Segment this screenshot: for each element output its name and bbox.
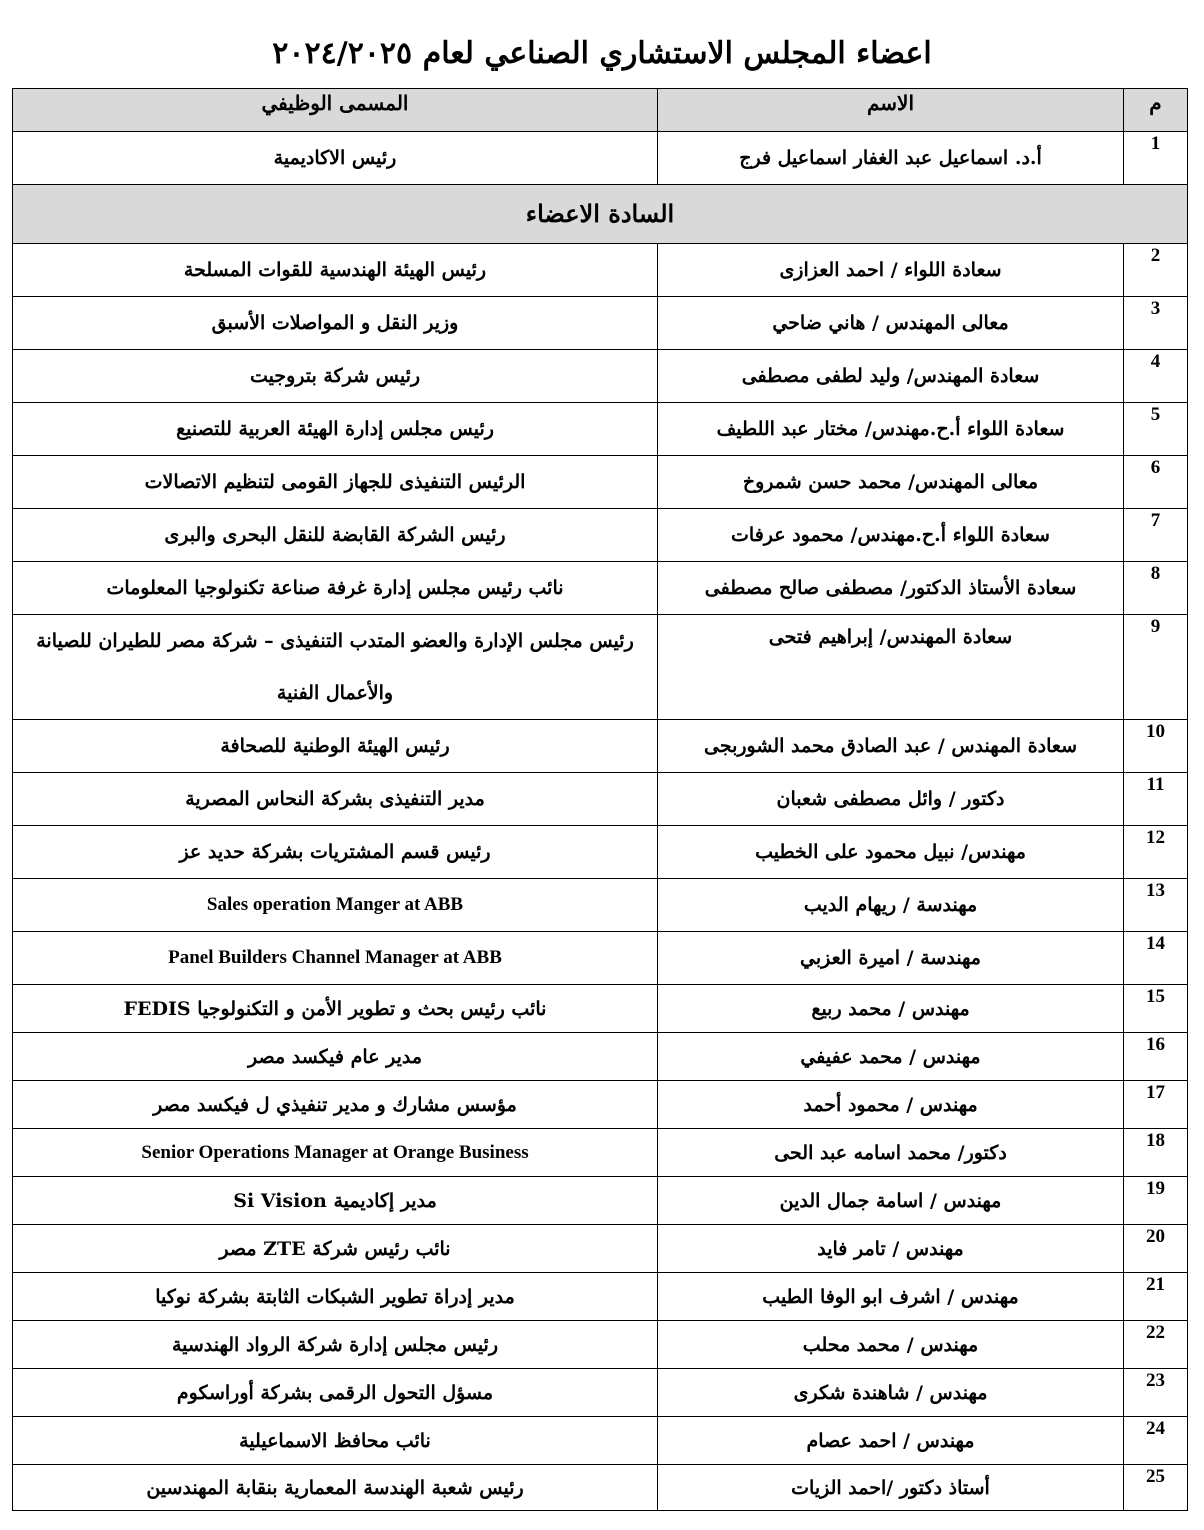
row-job: رئيس شركة بتروجيت: [13, 350, 658, 403]
row-job: مدير إدراة تطوير الشبكات الثابتة بشركة نوكيا: [13, 1273, 658, 1321]
table-row: [13, 1177, 1188, 1225]
section-title: السادة الاعضاء: [13, 185, 1188, 244]
row-num: 4: [1124, 350, 1188, 403]
row-num: 14: [1124, 932, 1188, 985]
table-row: [13, 932, 1188, 985]
row-name: مهندس / تامر فايد: [658, 1225, 1124, 1273]
row-num: 20: [1124, 1225, 1188, 1273]
row-job: رئيس الهيئة الهندسية للقوات المسلحة: [13, 244, 658, 297]
header-num: م: [1124, 89, 1188, 132]
table-row: [13, 1225, 1188, 1273]
row-name: مهندسة / اميرة العزبي: [658, 932, 1124, 985]
row-job: رئيس مجلس إدارة شركة الرواد الهندسية: [13, 1321, 658, 1369]
table-row: [13, 1417, 1188, 1465]
row-num: 13: [1124, 879, 1188, 932]
row-num: 6: [1124, 456, 1188, 509]
table-row: [13, 562, 1188, 615]
page-title: اعضاء المجلس الاستشاري الصناعي لعام ٢٠٢٤/٢٠٢٥: [272, 36, 932, 71]
table-row: [13, 1465, 1188, 1511]
row-num: 25: [1124, 1465, 1188, 1511]
table-row: [13, 826, 1188, 879]
row-num: 19: [1124, 1177, 1188, 1225]
row-name: سعادة اللواء / احمد العزازى: [658, 244, 1124, 297]
row-job: رئيس مجلس الإدارة والعضو المتدب التنفيذى – شركة مصر للطيران للصيانة والأعمال الفنية: [13, 615, 658, 720]
row-name: سعادة المهندس/ وليد لطفى مصطفى: [658, 350, 1124, 403]
table-row: [13, 297, 1188, 350]
row-num: 8: [1124, 562, 1188, 615]
row-num: 16: [1124, 1033, 1188, 1081]
row-num: 11: [1124, 773, 1188, 826]
row-job: نائب رئيس مجلس إدارة غرفة صناعة تكنولوجيا المعلومات: [13, 562, 658, 615]
row-job: رئيس الشركة القابضة للنقل البحرى والبرى: [13, 509, 658, 562]
row-job: Sales operation Manger at ABB: [13, 879, 658, 932]
row-job: Senior Operations Manager at Orange Business: [13, 1129, 658, 1177]
row-name: مهندس / محمد عفيفي: [658, 1033, 1124, 1081]
row-name: مهندس / شاهندة شكرى: [658, 1369, 1124, 1417]
table-row: [13, 773, 1188, 826]
row-num: 9: [1124, 615, 1188, 720]
row-job: الرئيس التنفيذى للجهاز القومى لتنظيم الاتصالات: [13, 456, 658, 509]
row-name: مهندس / محمود أحمد: [658, 1081, 1124, 1129]
row-num: 12: [1124, 826, 1188, 879]
row-job: رئيس قسم المشتريات بشركة حديد عز: [13, 826, 658, 879]
row-num: 3: [1124, 297, 1188, 350]
row-name: مهندس / اسامة جمال الدين: [658, 1177, 1124, 1225]
row-name: مهندس / اشرف ابو الوفا الطيب: [658, 1273, 1124, 1321]
table-row: [13, 985, 1188, 1033]
row-name: سعادة اللواء أ.ح.مهندس/ مختار عبد اللطيف: [658, 403, 1124, 456]
row-job: مسؤل التحول الرقمى بشركة أوراسكوم: [13, 1369, 658, 1417]
row-name: أستاذ دكتور /احمد الزيات: [658, 1465, 1124, 1511]
table-header-row: [13, 89, 1188, 132]
table-row: [13, 720, 1188, 773]
table-row: [13, 1033, 1188, 1081]
row-name: مهندسة / ريهام الديب: [658, 879, 1124, 932]
table-row: [13, 615, 1188, 720]
row-job: Panel Builders Channel Manager at ABB: [13, 932, 658, 985]
row-name: سعادة اللواء أ.ح.مهندس/ محمود عرفات: [658, 509, 1124, 562]
table-row: [13, 1369, 1188, 1417]
row-num: 7: [1124, 509, 1188, 562]
table-row: [13, 1321, 1188, 1369]
row-num: 17: [1124, 1081, 1188, 1129]
row-name: معالى المهندس / هاني ضاحي: [658, 297, 1124, 350]
row-name: سعادة الأستاذ الدكتور/ مصطفى صالح مصطفى: [658, 562, 1124, 615]
row-num: 18: [1124, 1129, 1188, 1177]
row-name: مهندس / محمد محلب: [658, 1321, 1124, 1369]
row-job: رئيس الاكاديمية: [13, 132, 658, 185]
table-row: [13, 456, 1188, 509]
row-num: 24: [1124, 1417, 1188, 1465]
table-row: [13, 403, 1188, 456]
row-job: رئيس مجلس إدارة الهيئة العربية للتصنيع: [13, 403, 658, 456]
row-job: وزير النقل و المواصلات الأسبق: [13, 297, 658, 350]
row-name: مهندس / محمد ربيع: [658, 985, 1124, 1033]
row-num: 2: [1124, 244, 1188, 297]
table-row: [13, 509, 1188, 562]
row-num: 1: [1124, 132, 1188, 185]
row-job: مؤسس مشارك و مدير تنفيذي ل فيكسد مصر: [13, 1081, 658, 1129]
row-num: 15: [1124, 985, 1188, 1033]
row-num: 5: [1124, 403, 1188, 456]
row-num: 23: [1124, 1369, 1188, 1417]
row-name: دكتور / وائل مصطفى شعبان: [658, 773, 1124, 826]
members-table: [12, 88, 1188, 1511]
row-num: 21: [1124, 1273, 1188, 1321]
table-row: [13, 1273, 1188, 1321]
table-row: [13, 879, 1188, 932]
row-name: معالى المهندس/ محمد حسن شمروخ: [658, 456, 1124, 509]
row-job: نائب رئيس شركة ZTE مصر: [13, 1225, 658, 1273]
header-name: الاسم: [658, 89, 1124, 132]
section-row: [13, 185, 1188, 244]
row-num: 22: [1124, 1321, 1188, 1369]
row-job: نائب رئيس بحث و تطوير الأمن و التكنولوجيا FEDIS: [13, 985, 658, 1033]
table-row: [13, 132, 1188, 185]
row-name: سعادة المهندس/ إبراهيم فتحى: [658, 615, 1124, 720]
header-job: المسمى الوظيفي: [13, 89, 658, 132]
row-job: مدير عام فيكسد مصر: [13, 1033, 658, 1081]
row-name: مهندس / احمد عصام: [658, 1417, 1124, 1465]
table-row: [13, 1081, 1188, 1129]
row-job: مدير التنفيذى بشركة النحاس المصرية: [13, 773, 658, 826]
table-row: [13, 1129, 1188, 1177]
row-name: مهندس/ نبيل محمود على الخطيب: [658, 826, 1124, 879]
row-job: مدير إكاديمية Si Vision: [13, 1177, 658, 1225]
table-row: [13, 350, 1188, 403]
row-num: 10: [1124, 720, 1188, 773]
row-name: سعادة المهندس / عبد الصادق محمد الشوربجى: [658, 720, 1124, 773]
row-name: دكتور/ محمد اسامه عبد الحى: [658, 1129, 1124, 1177]
row-name: أ.د. اسماعيل عبد الغفار اسماعيل فرج: [658, 132, 1124, 185]
row-job: نائب محافظ الاسماعيلية: [13, 1417, 658, 1465]
row-job: رئيس شعبة الهندسة المعمارية بنقابة المهندسين: [13, 1465, 658, 1511]
row-job: رئيس الهيئة الوطنية للصحافة: [13, 720, 658, 773]
table-row: [13, 244, 1188, 297]
